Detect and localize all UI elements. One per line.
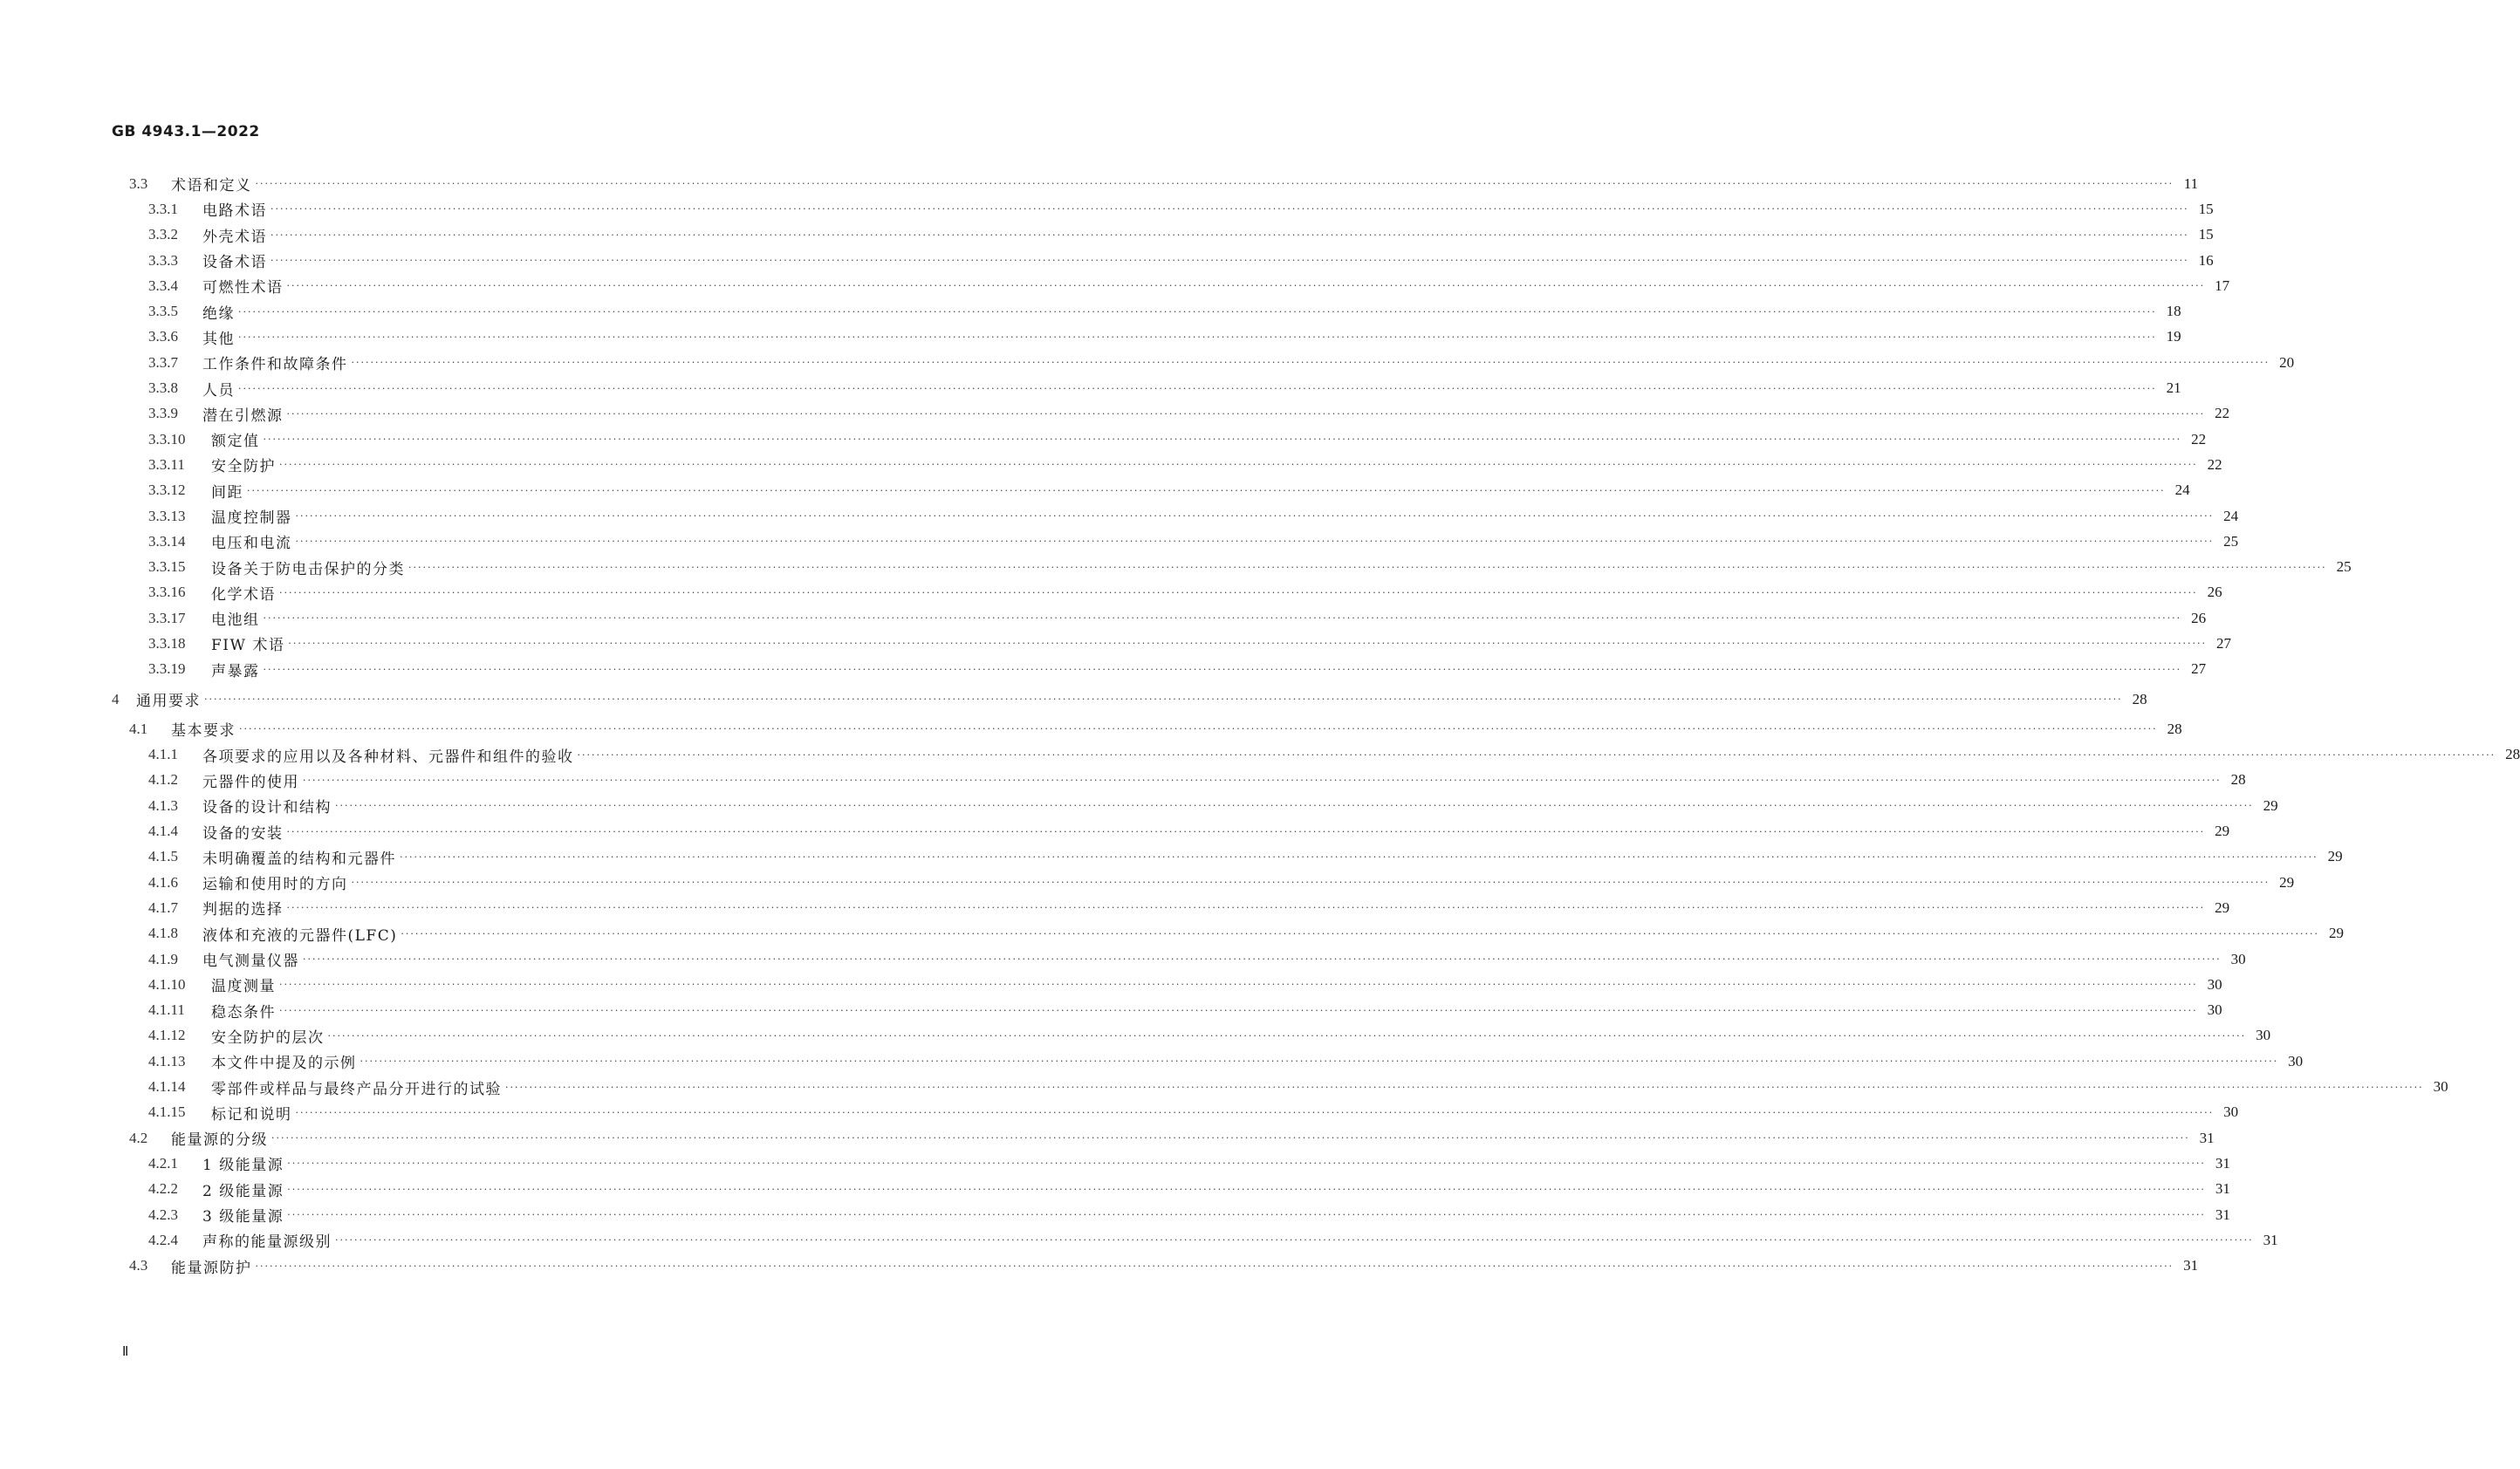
toc-entry[interactable] [112,1125,2215,1151]
dot-leader: ················································································································································································································································································································································································································ [295,1106,2215,1118]
toc-entry[interactable] [112,1100,2239,1125]
toc-entry-title: 设备关于防电击保护的分类 [211,560,405,578]
toc-entry-title: 元器件的使用 [202,773,299,791]
toc-entry-page: 26 [2207,584,2222,601]
dot-leader: ················································································································································································································································································································································································································ [270,229,2189,241]
toc-entry-number: 3.3.2 [148,226,178,243]
toc-entry[interactable] [112,631,2232,656]
toc-entry-page: 19 [2166,328,2181,345]
dot-leader: ················································································································································································································································································································································································································ [204,694,2123,706]
toc-entry-page: 20 [2279,353,2295,371]
toc-entry[interactable] [112,742,2520,768]
dot-leader: ················································································································································································································································································································································································································ [247,484,2166,496]
toc-entry-title: 本文件中提及的示例 [211,1055,357,1073]
toc-entry[interactable] [112,870,2295,895]
dot-leader: ················································································································································································································································································································································································································ [360,1056,2279,1068]
toc-entry-number: 3.3.15 [148,558,186,576]
toc-entry-number: 4.1 [129,720,148,737]
dot-leader: ················································································································································································································································································································································································································ [577,748,2496,761]
toc-entry-number: 4.2.3 [148,1206,178,1223]
toc-entry[interactable] [112,1253,2199,1278]
toc-entry-page: 30 [2207,975,2222,993]
toc-entry[interactable] [112,946,2246,972]
toc-entry-page: 30 [2223,1103,2239,1121]
toc-entry-title: 设备的安装 [202,824,284,843]
toc-entry[interactable] [112,171,2199,196]
toc-entry[interactable] [112,325,2181,350]
toc-entry-page: 24 [2174,482,2190,499]
toc-entry[interactable] [112,768,2246,793]
dot-leader: ················································································································································································································································································································································································································ [351,357,2270,369]
toc-entry-number: 3.3.13 [148,507,186,524]
toc-entry[interactable] [112,1202,2230,1227]
toc-entry-page: 30 [2207,1001,2222,1019]
toc-entry-page: 22 [2215,405,2230,422]
toc-entry-title: 安全防护 [211,458,276,476]
toc-entry-number: 3.3.10 [148,430,186,448]
toc-entry-title: 额定值 [211,433,260,451]
toc-entry-title: 能量源的分级 [171,1131,268,1150]
dot-leader: ················································································································································································································································································································································································································ [288,638,2208,650]
toc-entry-page: 29 [2327,848,2343,865]
toc-entry[interactable] [112,605,2207,631]
dot-leader: ················································································································································································································································································································································································································ [335,1234,2254,1247]
toc-entry-title: 温度测量 [211,978,276,996]
toc-entry-number: 4.1.9 [148,950,178,967]
dot-leader: ················································································································································································································································································································································································································ [287,1158,2206,1170]
toc-entry-page: 15 [2198,200,2214,217]
toc-entry-title: 2 级能量源 [202,1182,284,1200]
toc-entry[interactable] [112,529,2239,554]
toc-entry[interactable] [112,580,2222,605]
toc-entry-title: 零部件或样品与最终产品分开进行的试验 [211,1080,502,1098]
toc-entry[interactable] [112,503,2239,529]
toc-entry-number: 3.3.17 [148,609,186,626]
dot-leader: ················································································································································································································································································································································································································ [295,510,2215,522]
toc-entry[interactable] [112,1023,2271,1049]
toc-entry[interactable] [112,427,2207,452]
toc-entry[interactable] [112,298,2181,324]
toc-entry-page: 31 [2215,1206,2230,1223]
dot-leader: ················································································································································································································································································································································································································ [286,280,2206,292]
toc-entry-page: 27 [2216,634,2232,652]
toc-entry-page: 30 [2230,950,2246,967]
toc-entry[interactable] [112,375,2181,400]
toc-entry-number: 3.3.7 [148,353,178,371]
table-of-contents [112,171,2520,1279]
dot-leader: ················································································································································································································································································································································································································ [351,877,2270,889]
toc-entry-title: 电压和电流 [211,535,292,553]
toc-entry-page: 29 [2279,873,2295,891]
toc-entry-page: 11 [2183,174,2199,192]
toc-entry[interactable] [112,844,2343,870]
toc-entry-page: 18 [2166,303,2181,320]
toc-entry[interactable] [112,716,2182,741]
toc-entry-number: 3.3.5 [148,303,178,320]
toc-entry-number: 4.2.4 [148,1231,178,1248]
toc-entry-page: 25 [2223,532,2239,550]
toc-entry-title: 绝缘 [202,304,235,323]
toc-entry-page: 15 [2198,226,2214,243]
dot-leader: ················································································································································································································································································································································································································ [271,1132,2190,1144]
dot-leader: ················································································································································································································································································································································································································ [408,561,2327,573]
dot-leader: ················································································································································································································································································································································································································ [335,800,2254,812]
toc-entry-page: 24 [2223,507,2239,524]
toc-entry-title: 各项要求的应用以及各种材料、元器件和组件的验收 [202,748,574,766]
dot-leader: ················································································································································································································································································································································································································ [279,459,2198,471]
dot-leader: ················································································································································································································································································································································································································ [303,953,2222,966]
toc-entry-number: 4.2.2 [148,1180,178,1198]
toc-entry-title: 设备术语 [202,254,267,272]
toc-entry-number: 3.3.14 [148,532,186,550]
dot-leader: ················································································································································································································································································································································································································ [263,663,2182,675]
toc-entry[interactable] [112,222,2214,248]
dot-leader: ················································································································································································································································································································································································································ [287,1209,2206,1221]
toc-entry-page: 30 [2433,1078,2448,1096]
dot-leader: ················································································································································································································································································································································································································ [279,979,2198,991]
toc-entry-title: 标记和说明 [211,1105,292,1124]
toc-entry[interactable] [112,452,2222,477]
toc-entry-page: 16 [2198,251,2214,269]
dot-leader: ················································································································································································································································································································································································································ [263,434,2182,446]
toc-entry-number: 4.1.3 [148,796,178,814]
toc-entry-page: 28 [2132,690,2147,707]
dot-leader: ················································································································································································································································································································································································································ [295,536,2215,548]
toc-entry[interactable] [112,401,2230,427]
dot-leader: ················································································································································································································································································································································································································ [238,331,2157,343]
toc-entry-number: 4.1.2 [148,771,178,789]
toc-entry[interactable] [112,895,2230,920]
toc-entry-title: 温度控制器 [211,509,292,527]
toc-entry-page: 29 [2215,823,2230,840]
dot-leader: ················································································································································································································································································································································································································ [286,825,2206,837]
toc-entry-number: 3.3 [129,174,148,192]
toc-entry-page: 27 [2191,660,2207,678]
toc-entry-number: 4.1.7 [148,898,178,916]
toc-entry-title: 电气测量仪器 [202,953,299,971]
toc-entry-title: FIW 术语 [211,637,285,655]
dot-leader: ················································································································································································································································································································································································································ [270,203,2189,215]
dot-leader: ················································································································································································································································································································································································································ [286,407,2206,420]
toc-entry[interactable] [112,657,2207,682]
toc-entry-number: 3.3.9 [148,405,178,422]
toc-entry-number: 3.3.4 [148,277,178,294]
toc-entry-page: 17 [2215,277,2230,294]
toc-entry-page: 21 [2166,379,2181,397]
toc-entry-title: 其他 [202,330,235,348]
toc-entry-page: 22 [2207,455,2222,473]
toc-entry-title: 稳态条件 [211,1003,276,1021]
toc-entry-number: 4.1.10 [148,975,186,993]
toc-entry-page: 28 [2505,746,2520,763]
toc-entry-title: 电池组 [211,612,260,630]
dot-leader: ················································································································································································································································································································································································································ [505,1081,2424,1093]
toc-entry-number: 4.1.11 [148,1001,185,1019]
toc-entry-number: 4.1.4 [148,823,178,840]
toc-entry-number: 4.1.12 [148,1027,186,1044]
toc-entry[interactable] [112,972,2222,997]
toc-entry[interactable] [112,554,2352,579]
toc-entry-page: 31 [2263,1231,2278,1248]
toc-entry-title: 声暴露 [211,662,260,680]
toc-entry-page: 31 [2183,1257,2199,1274]
toc-entry-page: 31 [2215,1180,2230,1198]
toc-entry-number: 4.1.15 [148,1103,186,1121]
toc-entry-title: 未明确覆盖的结构和元器件 [202,850,396,868]
dot-leader: ················································································································································································································································································································································································································ [327,1029,2247,1042]
toc-entry[interactable] [112,273,2230,298]
toc-entry-title: 3 级能量源 [202,1208,284,1226]
toc-entry-title: 运输和使用时的方向 [202,876,348,894]
dot-leader: ················································································································································································································································································································································································································ [279,586,2198,598]
toc-entry-page: 29 [2329,925,2344,942]
dot-leader: ················································································································································································································································································································································································································ [287,1183,2206,1195]
toc-entry[interactable] [112,196,2214,222]
toc-entry-title: 能量源防护 [171,1259,252,1277]
dot-leader: ················································································································································································································································································································································································································ [303,774,2222,786]
toc-entry-number: 3.3.19 [148,660,186,678]
toc-entry-number: 3.3.3 [148,251,178,269]
toc-entry-page: 25 [2336,558,2352,576]
toc-entry-number: 4.1.14 [148,1078,186,1096]
toc-entry-title: 电路术语 [202,202,267,221]
toc-entry-title: 基本要求 [171,722,236,741]
toc-entry-title: 术语和定义 [171,177,252,195]
toc-entry-number: 4.1.5 [148,848,178,865]
toc-entry-page: 31 [2215,1154,2230,1172]
toc-entry[interactable] [112,1227,2278,1253]
toc-entry-title: 通用要求 [136,693,201,711]
dot-leader: ················································································································································································································································································································································································································ [238,382,2157,394]
toc-entry-page: 30 [2288,1052,2304,1069]
toc-entry-title: 1 级能量源 [202,1157,284,1175]
dot-leader: ················································································································································································································································································································································································································ [279,1004,2198,1016]
dot-leader: ················································································································································································································································································································································································································ [263,612,2182,625]
dot-leader: ················································································································································································································································································································································································································ [255,178,2174,190]
toc-entry[interactable] [112,818,2230,844]
toc-entry-number: 4.1.1 [148,746,178,763]
toc-entry-title: 间距 [211,483,243,502]
toc-entry-page: 28 [2167,720,2182,737]
toc-entry-page: 22 [2191,430,2207,448]
toc-entry-number: 3.3.12 [148,482,186,499]
toc-entry-title: 液体和充液的元器件(LFC) [202,926,398,945]
toc-entry-number: 4.1.8 [148,925,178,942]
dot-leader: ················································································································································································································································································································································································································ [400,851,2318,863]
toc-entry[interactable] [112,998,2222,1023]
standard-code: GB 4943.1—2022 [112,123,260,140]
toc-entry-number: 3.3.16 [148,584,186,601]
toc-entry-page: 26 [2191,609,2207,626]
toc-entry[interactable] [112,248,2214,273]
toc-entry-number: 4.2 [129,1129,148,1146]
toc-entry-number: 4 [112,690,120,707]
toc-entry-number: 4.2.1 [148,1154,178,1172]
dot-leader: ················································································································································································································································································································································································································ [270,255,2189,267]
toc-entry-title: 安全防护的层次 [211,1028,325,1047]
toc-entry-number: 4.1.13 [148,1052,186,1069]
toc-entry[interactable] [112,793,2278,818]
toc-entry-title: 工作条件和故障条件 [202,356,348,374]
toc-entry[interactable] [112,1049,2304,1074]
toc-entry-number: 3.3.11 [148,455,185,473]
page-number: Ⅱ [122,1345,129,1359]
dot-leader: ················································································································································································································································································································································································································ [238,305,2157,318]
toc-entry[interactable] [112,350,2295,375]
toc-entry-page: 31 [2199,1129,2215,1146]
toc-entry-title: 声称的能量源级别 [202,1233,332,1252]
toc-entry[interactable] [112,478,2190,503]
toc-entry-number: 3.3.8 [148,379,178,397]
toc-entry[interactable] [112,1151,2230,1176]
toc-entry-page: 30 [2256,1027,2271,1044]
dot-leader: ················································································································································································································································································································································································································ [286,902,2206,914]
toc-entry-number: 4.1.6 [148,873,178,891]
toc-entry-number: 3.3.18 [148,634,186,652]
toc-entry-title: 人员 [202,381,235,400]
toc-entry-title: 化学术语 [211,585,276,604]
toc-entry[interactable] [112,921,2344,946]
toc-entry-page: 29 [2263,796,2278,814]
toc-entry-page: 29 [2215,898,2230,916]
toc-entry-page: 28 [2230,771,2246,789]
toc-entry-title: 外壳术语 [202,228,267,246]
dot-leader: ················································································································································································································································································································································································································ [255,1260,2174,1272]
toc-entry-title: 潜在引燃源 [202,407,284,425]
toc-entry-number: 3.3.6 [148,328,178,345]
toc-entry[interactable] [112,687,2147,712]
toc-entry-title: 可燃性术语 [202,279,284,297]
toc-entry-number: 3.3.1 [148,200,178,217]
toc-entry-title: 判据的选择 [202,901,284,919]
toc-entry-number: 4.3 [129,1257,148,1274]
toc-entry[interactable] [112,1177,2230,1202]
dot-leader: ················································································································································································································································································································································································································ [401,927,2319,939]
toc-entry[interactable] [112,1074,2448,1099]
toc-entry-title: 设备的设计和结构 [202,799,332,817]
dot-leader: ················································································································································································································································································································································································································ [239,723,2158,735]
